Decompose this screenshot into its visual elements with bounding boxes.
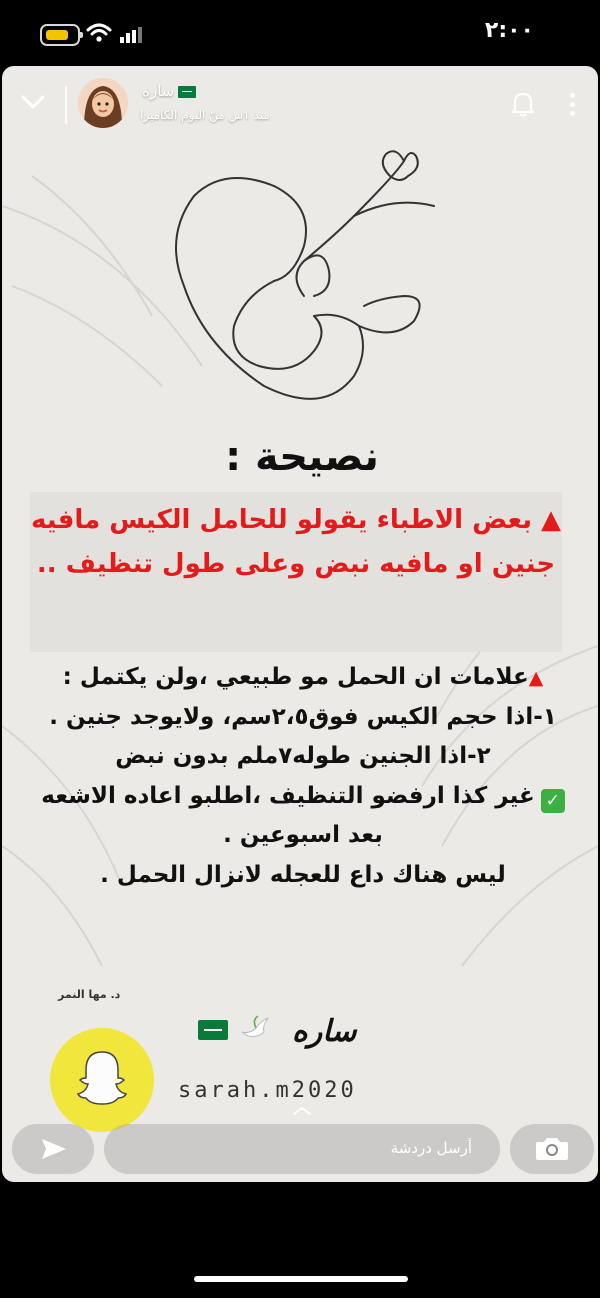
camera-button[interactable]: [510, 1124, 594, 1174]
dove-icon: [238, 1014, 270, 1042]
signature: ساره: [292, 1014, 357, 1049]
status-bar: [0, 0, 600, 66]
send-arrow-icon: [12, 1124, 94, 1174]
red-paragraph: ▲ بعض الاطباء يقولو للحامل الكيس مافيه جنين او مافيه نبض وعلى طول تنظيف ..: [30, 505, 562, 580]
chevron-down-icon[interactable]: [20, 92, 46, 112]
post-body: [38, 658, 568, 895]
avatar[interactable]: [78, 78, 128, 128]
camera-icon: [510, 1124, 594, 1174]
header-divider: [65, 86, 67, 124]
fetus-line-art: [164, 146, 444, 416]
more-vertical-icon[interactable]: [568, 90, 576, 118]
doctor-credit: د. مها النمر: [58, 988, 121, 1001]
sign-1: ١-اذا حجم الكيس فوق٢،٥سم، ولايوجد جنين .: [49, 703, 557, 730]
cellular-signal-icon: [120, 27, 148, 43]
swipe-up-icon[interactable]: [292, 1106, 312, 1116]
username[interactable]: ساره: [142, 82, 196, 100]
story-card[interactable]: [2, 66, 598, 1182]
saudi-flag-icon: [198, 1020, 228, 1040]
check-mark-icon: ✓: [541, 789, 565, 813]
advice-2: ليس هناك داع للعجله لانزال الحمل .: [100, 861, 506, 888]
battery-icon: [40, 24, 80, 46]
home-indicator[interactable]: [194, 1276, 408, 1282]
snapchat-ghost-button[interactable]: [50, 1028, 154, 1132]
post-title: نصيحة :: [225, 434, 379, 480]
red-triangle-icon: ▲: [528, 667, 544, 689]
snapchat-ghost-icon: [74, 1048, 130, 1108]
sign-2: ٢-اذا الجنين طوله٧ملم بدون نبض: [115, 743, 491, 770]
send-button[interactable]: [12, 1124, 94, 1174]
post-subtitle: منذ ١س منّ البوم الكاميرا: [140, 108, 270, 122]
signs-intro: ▲علامات ان الحمل مو طبيعي ،ولن يكتمل :: [62, 664, 544, 690]
bell-icon[interactable]: [510, 90, 536, 118]
account-handle: sarah.m2020: [178, 1078, 357, 1103]
advice-1: ✓غير كذا ارفضو التنظيف ،اطلبو اعاده الاشعه بعد اسبوعين .: [38, 777, 568, 856]
chat-input[interactable]: أرسل دردشة: [104, 1124, 500, 1174]
wifi-icon: [86, 20, 112, 46]
status-time: ٢:٠٠: [484, 18, 534, 43]
saudi-flag-icon: [178, 86, 196, 98]
